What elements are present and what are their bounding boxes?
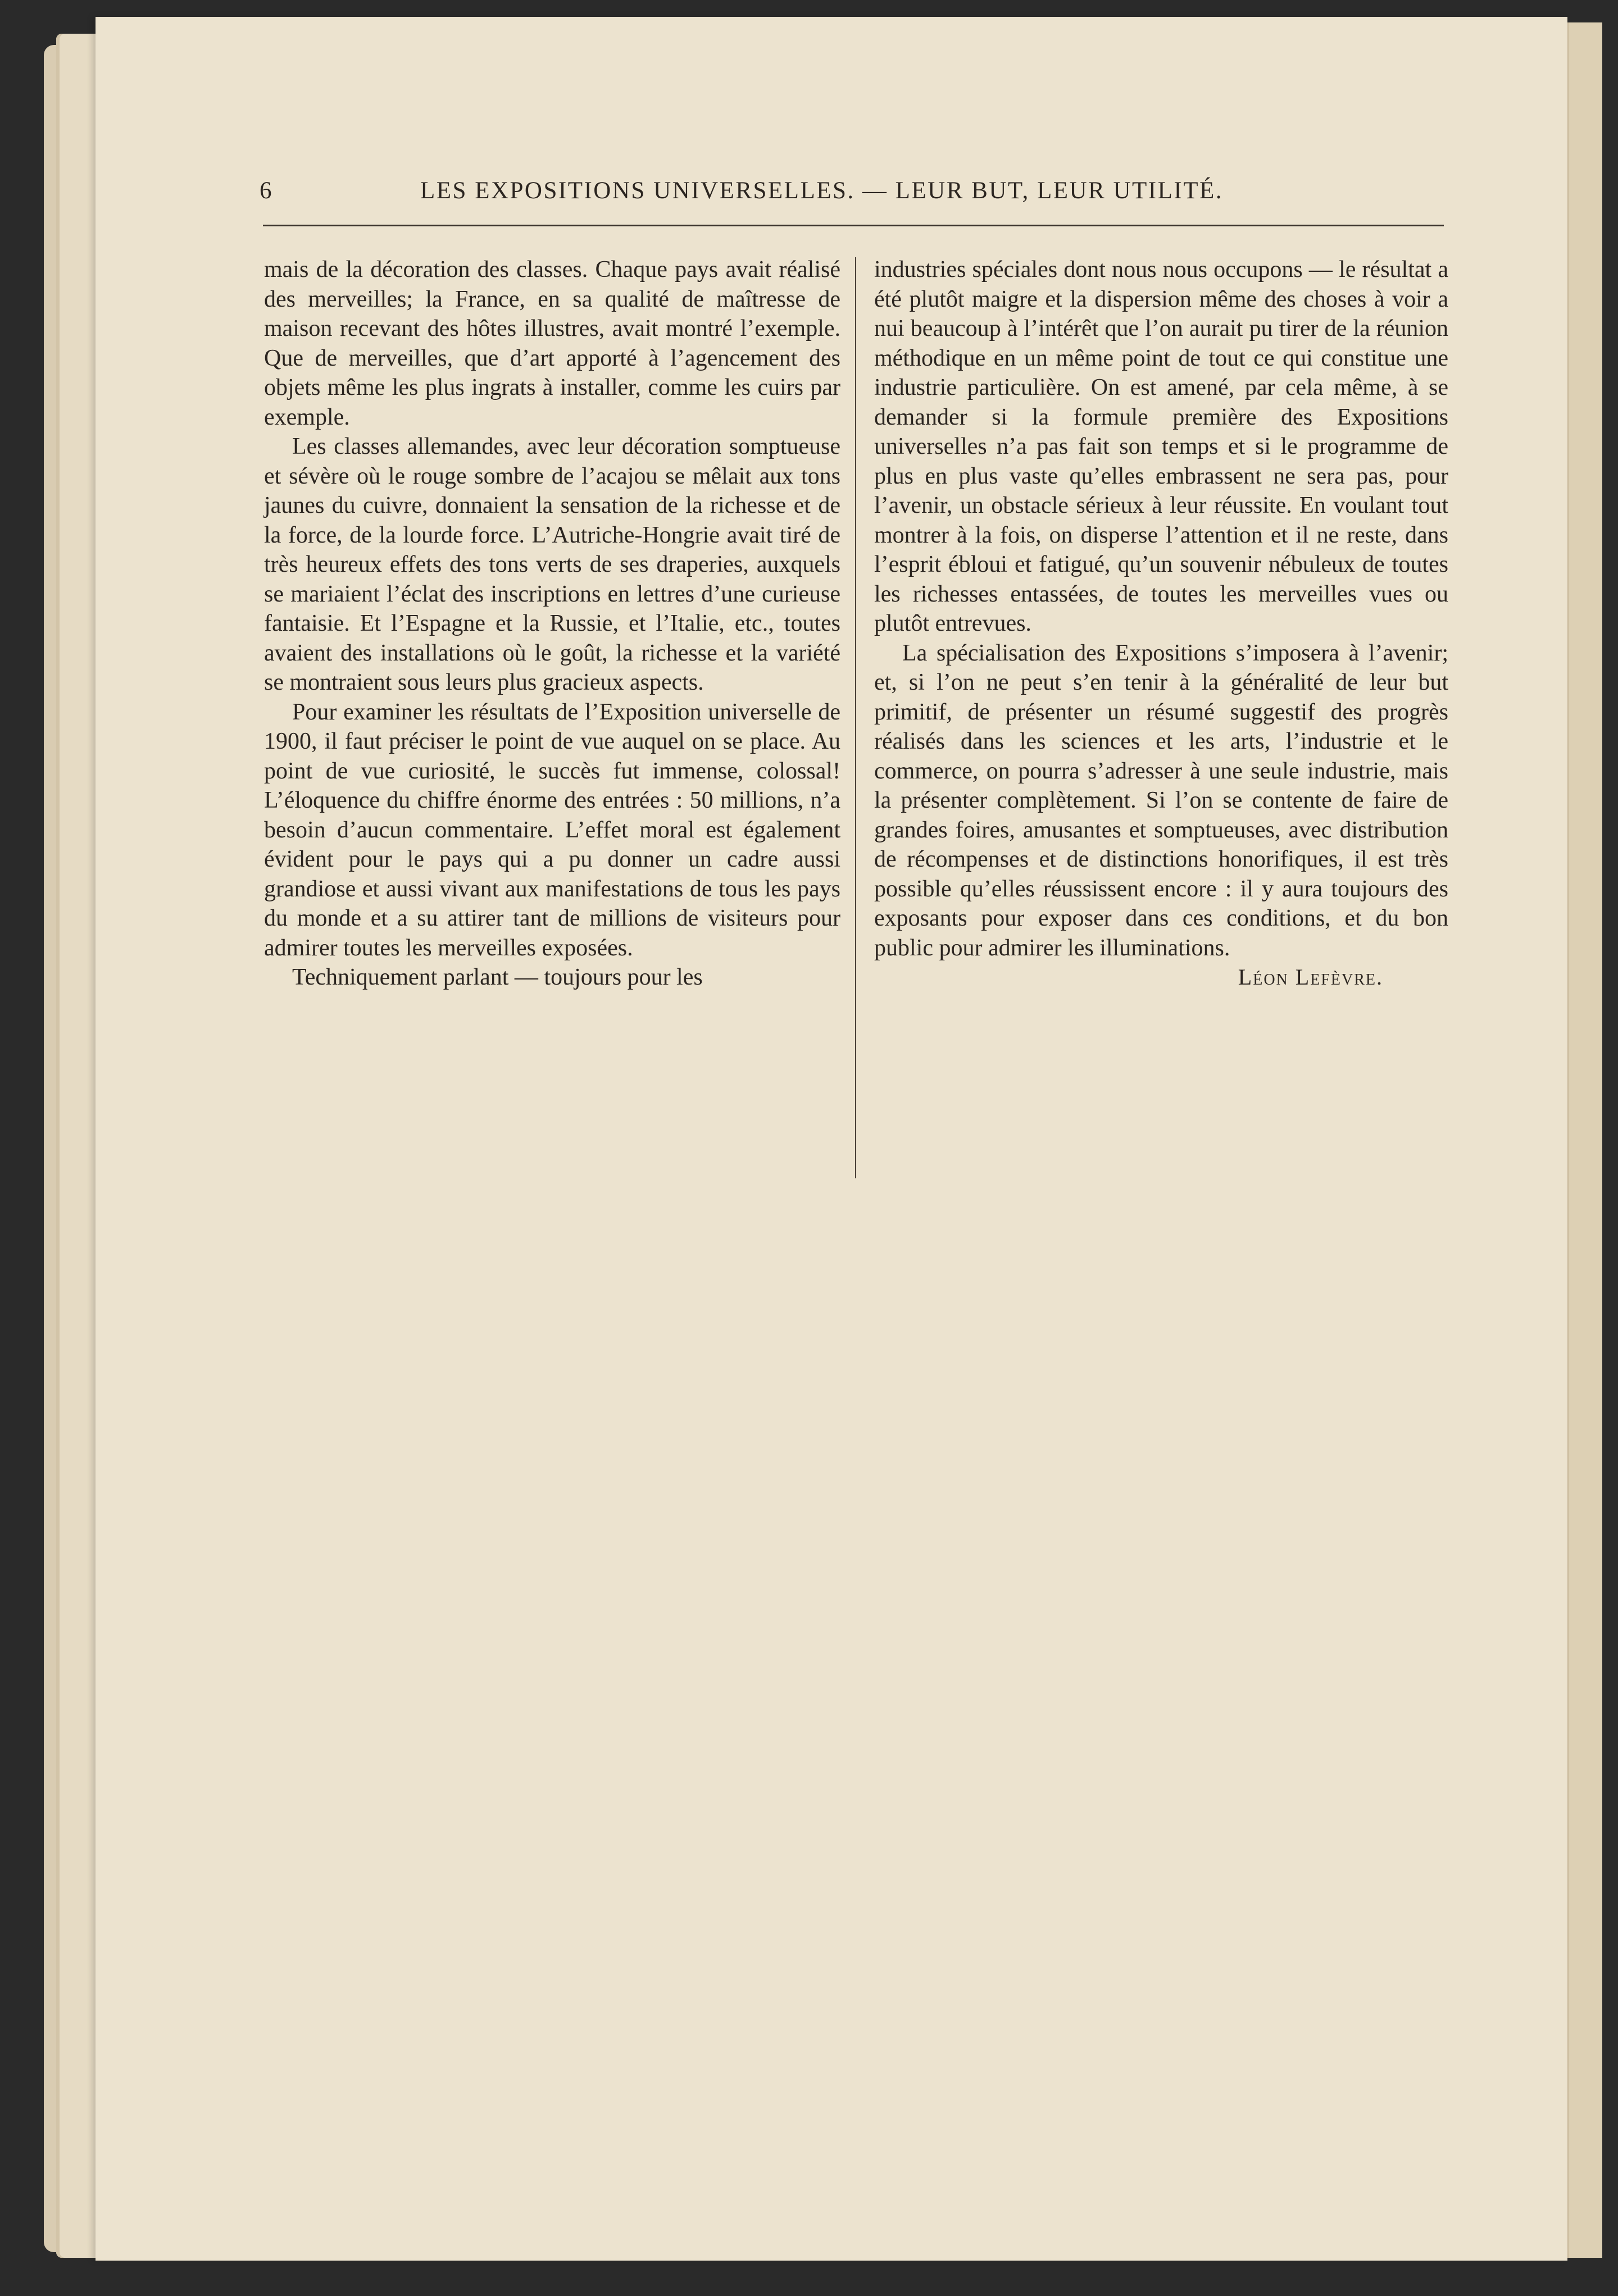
running-title: LES EXPOSITIONS UNIVERSELLES. — LEUR BUT, LEUR UTILITÉ.	[420, 177, 1223, 204]
facing-page-edge	[1567, 22, 1602, 2258]
paragraph: Techniquement parlant — toujours pour les	[292, 964, 703, 990]
paragraph: mais de la décoration des classes. Chaque pays avait réalisé des merveilles; la France, en sa qualité de maîtresse de maison recevant des hôtes illustres, avait montré l’exemple. Que de merveilles, que d’art apporté à l’agencement des objets même les plus ingrats à installer, comme les cuirs par exemple.	[264, 257, 840, 430]
page-header	[260, 175, 1287, 207]
paragraph: Les classes allemandes, avec leur décoration somptueuse et sévère où le rouge sombre de l’acajou se mêlait aux tons jaunes du cuivre, donnaient la sensation de la richesse et de la force, de la lourde force. L’Autriche-Hongrie avait tiré de très heureux effets des tons verts de ses draperies, auxquels se mariaient l’éclat des inscriptions en lettres d’une curieuse fantaisie. Et l’Espagne et la Russie, et l’Italie, etc., toutes avaient des installations où le goût, la richesse et la variété se montraient sous leurs plus gracieux aspects.	[264, 434, 840, 695]
paragraph: industries spéciales dont nous nous occupons — le résultat a été plutôt maigre et la dispersion même des choses à voir a nui beaucoup à l’intérêt que l’on aurait pu tirer de la réunion méthodique en un même point de tout ce qui constitue une industrie particulière. On est amené, par cela même, à se demander si la formule première des Expositions universelles n’a pas fait son temps et si le programme de plus en plus vaste qu’elles embrassent ne sera pas, pour l’avenir, un obstacle sérieux à leur réussite. En voulant tout montrer à la fois, on disperse l’attention et il ne reste, dans l’esprit ébloui et fatigué, qu’un souvenir nébuleux de toutes les richesses entassées, de toutes les merveilles vues ou plutôt entrevues.	[874, 257, 1448, 636]
left-column	[264, 255, 840, 992]
paragraph: La spécialisation des Expositions s’imposera à l’avenir; et, si l’on ne peut s’en tenir à la généralité de leur but primitif, de présenter un résumé suggestif des progrès réalisés dans les sciences et les arts, l’industrie et le commerce, on pourra s’adresser à une seule industrie, mais la présenter complètement. Si l’on se contente de faire de grandes foires, amusantes et somptueuses, avec distribution de récompenses et de distinctions honorifiques, il est très possible qu’elles réussissent encore : il y aura toujours des exposants pour exposer dans ces conditions, et du bon public pour admirer les illuminations.	[874, 640, 1448, 961]
paragraph: Pour examiner les résultats de l’Exposition universelle de 1900, il faut préciser le point de vue auquel on se place. Au point de vue curiosité, le succès fut immense, colossal! L’éloquence du chiffre énorme des entrées : 50 millions, n’a besoin d’aucun commentaire. L’effet moral est également évident pour le pays qui a pu donner un cadre aussi grandiose et aussi vivant aux manifestations de tous les pays du monde et a su attirer tant de millions de visiteurs pour admirer toutes les merveilles exposées.	[264, 699, 840, 961]
page-number: 6	[260, 177, 272, 204]
right-column	[874, 255, 1448, 992]
header-rule	[263, 225, 1444, 226]
column-divider	[855, 257, 856, 1178]
author-signature: Léon Lefèvre.	[1238, 964, 1383, 990]
